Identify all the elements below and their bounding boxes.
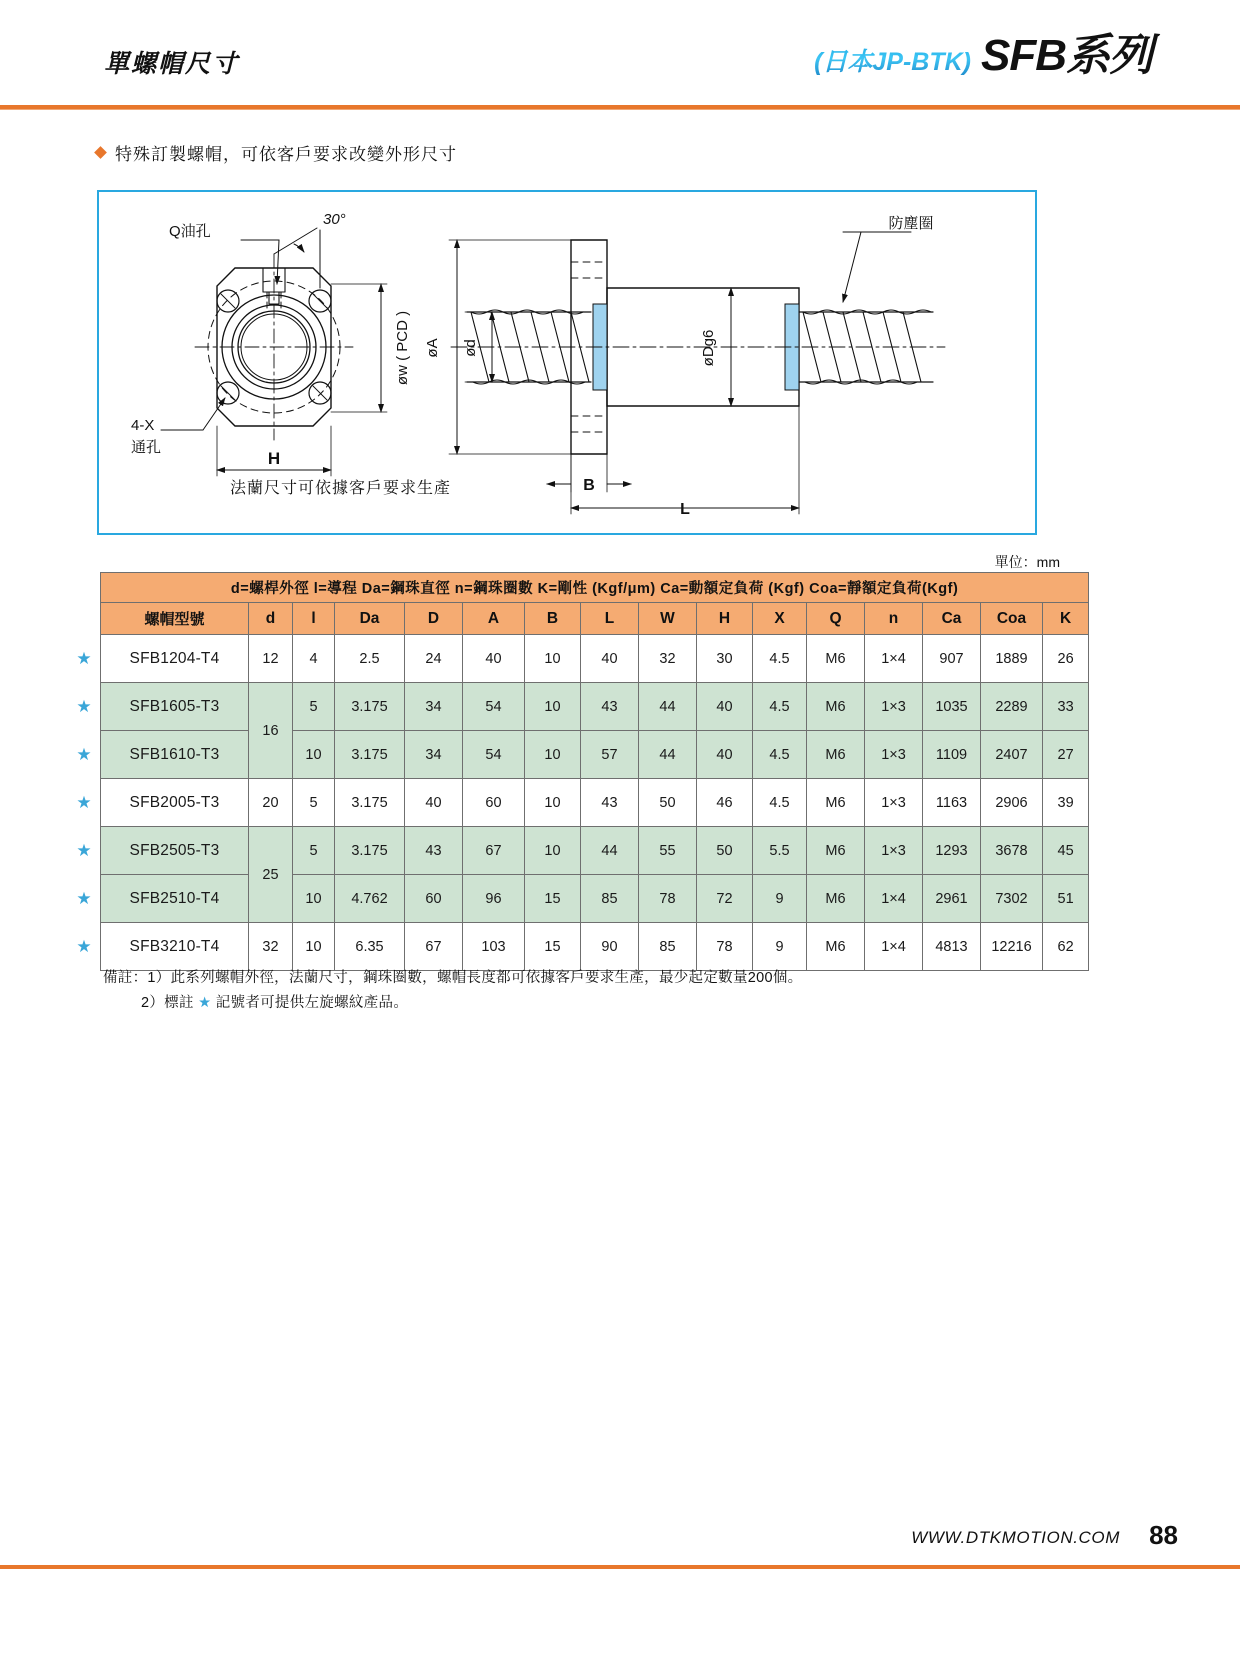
label-4x: 4-X — [131, 417, 155, 434]
cell-D: 67 — [405, 923, 463, 971]
cell-Q: M6 — [807, 827, 865, 875]
cell-Q: M6 — [807, 731, 865, 779]
cell-L: 43 — [581, 779, 639, 827]
diamond-bullet-icon — [94, 146, 107, 159]
left-hand-thread-star-icon: ★ — [76, 696, 92, 716]
cell-X: 9 — [753, 923, 807, 971]
label-pcd: øw ( PCD ) — [394, 310, 411, 386]
cell-Da: 3.175 — [335, 827, 405, 875]
column-header-Coa: Coa — [981, 603, 1043, 635]
cell-W: 32 — [639, 635, 697, 683]
table-row — [101, 779, 1089, 827]
column-header-model: 螺帽型號 — [101, 603, 249, 635]
table-row — [101, 923, 1089, 971]
spec-table-wrapper — [100, 572, 1074, 971]
cell-X: 4.5 — [753, 779, 807, 827]
cell-Da: 4.762 — [335, 875, 405, 923]
cell-K: 27 — [1043, 731, 1089, 779]
header-divider-thin — [0, 109, 1240, 110]
page-number: 88 — [1149, 1520, 1178, 1550]
left-hand-thread-star-icon: ★ — [76, 888, 92, 908]
cell-B: 10 — [525, 827, 581, 875]
cell-l: 10 — [293, 731, 335, 779]
left-hand-thread-star-icon: ★ — [76, 648, 92, 668]
cell-K: 51 — [1043, 875, 1089, 923]
cell-Coa: 1889 — [981, 635, 1043, 683]
column-header-W: W — [639, 603, 697, 635]
cell-B: 15 — [525, 923, 581, 971]
cell-d: 32 — [249, 923, 293, 971]
cell-Ca: 2961 — [923, 875, 981, 923]
cell-l: 5 — [293, 779, 335, 827]
cell-X: 4.5 — [753, 635, 807, 683]
cell-W: 55 — [639, 827, 697, 875]
cell-n: 1×3 — [865, 731, 923, 779]
column-header-l: l — [293, 603, 335, 635]
left-hand-thread-star-icon: ★ — [76, 792, 92, 812]
page-header — [0, 0, 1240, 112]
cell-D: 24 — [405, 635, 463, 683]
cell-Ca: 1163 — [923, 779, 981, 827]
column-header-A: A — [463, 603, 525, 635]
cell-Da: 3.175 — [335, 731, 405, 779]
label-l-dim: L — [680, 501, 690, 518]
table-column-header-row — [101, 603, 1089, 635]
left-hand-thread-star-icon: ★ — [76, 744, 92, 764]
cell-L: 44 — [581, 827, 639, 875]
footer-divider — [0, 1565, 1240, 1569]
cell-l: 10 — [293, 923, 335, 971]
cell-H: 78 — [697, 923, 753, 971]
unit-label: 單位：mm — [994, 554, 1060, 570]
cell-W: 50 — [639, 779, 697, 827]
table-row — [101, 827, 1089, 875]
label-b-dim: B — [583, 477, 595, 494]
cell-Coa: 2906 — [981, 779, 1043, 827]
note-line-2-part-a: 2）標註 — [141, 995, 199, 1012]
cell-H: 40 — [697, 731, 753, 779]
cell-D: 34 — [405, 731, 463, 779]
cell-Q: M6 — [807, 635, 865, 683]
cell-H: 50 — [697, 827, 753, 875]
label-odg6: øDg6 — [700, 329, 717, 367]
cell-D: 43 — [405, 827, 463, 875]
left-hand-thread-star-icon: ★ — [76, 936, 92, 956]
column-header-B: B — [525, 603, 581, 635]
label-through-hole: 通孔 — [131, 439, 162, 456]
cell-L: 40 — [581, 635, 639, 683]
cell-X: 5.5 — [753, 827, 807, 875]
cell-n: 1×4 — [865, 635, 923, 683]
column-header-Da: Da — [335, 603, 405, 635]
cell-Ca: 4813 — [923, 923, 981, 971]
cell-W: 78 — [639, 875, 697, 923]
cell-l: 4 — [293, 635, 335, 683]
cell-Q: M6 — [807, 779, 865, 827]
column-header-n: n — [865, 603, 923, 635]
cell-l: 10 — [293, 875, 335, 923]
cell-A: 96 — [463, 875, 525, 923]
cell-A: 67 — [463, 827, 525, 875]
header-jp-label: (日本JP-BTK) — [814, 42, 971, 78]
table-notes — [103, 966, 802, 1017]
drawing-caption: 法蘭尺寸可依據客戶要求生產 — [230, 480, 452, 497]
cell-L: 57 — [581, 731, 639, 779]
cell-n: 1×4 — [865, 875, 923, 923]
cell-W: 44 — [639, 731, 697, 779]
column-header-K: K — [1043, 603, 1089, 635]
left-hand-thread-star-icon: ★ — [198, 995, 212, 1012]
cell-K: 45 — [1043, 827, 1089, 875]
spec-table — [100, 572, 1089, 971]
cell-d: 16 — [249, 683, 293, 779]
cell-Ca: 1109 — [923, 731, 981, 779]
cell-X: 4.5 — [753, 731, 807, 779]
header-series-label: SFB系列 — [981, 31, 1152, 80]
cell-D: 34 — [405, 683, 463, 731]
cell-H: 72 — [697, 875, 753, 923]
label-dust-seal: 防塵圈 — [888, 215, 934, 232]
note-line-1: 備註：1）此系列螺帽外徑，法蘭尺寸，鋼珠圈數，螺帽長度都可依據客戶要求生產，最少起定數量200個。 — [103, 970, 803, 986]
cell-A: 60 — [463, 779, 525, 827]
cell-X: 4.5 — [753, 683, 807, 731]
cell-Da: 2.5 — [335, 635, 405, 683]
cell-K: 33 — [1043, 683, 1089, 731]
table-legend-text: d=螺桿外徑 l=導程 Da=鋼珠直徑 n=鋼珠圈數 K=剛性 (Kgf/μm) Ca=動額定負荷 (Kgf) Coa=靜額定負荷(Kgf) — [101, 573, 1089, 603]
cell-model: SFB1605-T3 — [101, 683, 249, 731]
cell-Q: M6 — [807, 683, 865, 731]
cell-B: 15 — [525, 875, 581, 923]
label-oa: øA — [424, 338, 441, 358]
cell-A: 54 — [463, 731, 525, 779]
cell-model: SFB3210-T4 — [101, 923, 249, 971]
cell-l: 5 — [293, 683, 335, 731]
cell-model: SFB2510-T4 — [101, 875, 249, 923]
label-od: ød — [462, 339, 479, 357]
column-header-D: D — [405, 603, 463, 635]
cell-K: 62 — [1043, 923, 1089, 971]
cell-Ca: 907 — [923, 635, 981, 683]
cell-L: 43 — [581, 683, 639, 731]
cell-n: 1×3 — [865, 683, 923, 731]
cell-Q: M6 — [807, 875, 865, 923]
cell-Ca: 1293 — [923, 827, 981, 875]
cell-n: 1×3 — [865, 779, 923, 827]
cell-A: 40 — [463, 635, 525, 683]
cell-H: 46 — [697, 779, 753, 827]
cell-K: 39 — [1043, 779, 1089, 827]
label-oil-hole: Q油孔 — [169, 223, 211, 240]
cell-D: 40 — [405, 779, 463, 827]
cell-n: 1×4 — [865, 923, 923, 971]
cell-model: SFB2005-T3 — [101, 779, 249, 827]
column-header-H: H — [697, 603, 753, 635]
cell-D: 60 — [405, 875, 463, 923]
cell-n: 1×3 — [865, 827, 923, 875]
cell-B: 10 — [525, 779, 581, 827]
cell-B: 10 — [525, 635, 581, 683]
custom-nut-note-text: 特殊訂製螺帽，可依客戶要求改變外形尺寸 — [115, 145, 457, 164]
cell-Coa: 2407 — [981, 731, 1043, 779]
cell-W: 85 — [639, 923, 697, 971]
cell-Da: 6.35 — [335, 923, 405, 971]
spec-table-body — [101, 635, 1089, 971]
cell-W: 44 — [639, 683, 697, 731]
cell-H: 30 — [697, 635, 753, 683]
table-row — [101, 683, 1089, 731]
cell-B: 10 — [525, 683, 581, 731]
note-line-2 — [103, 991, 802, 1016]
cell-Da: 3.175 — [335, 779, 405, 827]
cell-model: SFB2505-T3 — [101, 827, 249, 875]
custom-nut-note — [96, 140, 457, 165]
cell-Coa: 2289 — [981, 683, 1043, 731]
note-line-2-part-b: 記號者可提供左旋螺紋產品。 — [211, 995, 409, 1012]
header-brand-group — [814, 31, 1152, 80]
cell-l: 5 — [293, 827, 335, 875]
cell-L: 90 — [581, 923, 639, 971]
cell-A: 54 — [463, 683, 525, 731]
cell-B: 10 — [525, 731, 581, 779]
column-header-X: X — [753, 603, 807, 635]
cell-K: 26 — [1043, 635, 1089, 683]
cell-d: 20 — [249, 779, 293, 827]
page-title: 單螺帽尺寸 — [104, 50, 240, 78]
cell-Coa: 7302 — [981, 875, 1043, 923]
cell-Ca: 1035 — [923, 683, 981, 731]
cell-d: 12 — [249, 635, 293, 683]
cell-A: 103 — [463, 923, 525, 971]
label-angle: 30° — [323, 211, 346, 228]
cell-d: 25 — [249, 827, 293, 923]
cell-H: 40 — [697, 683, 753, 731]
cell-Coa: 12216 — [981, 923, 1043, 971]
cell-Da: 3.175 — [335, 683, 405, 731]
cell-X: 9 — [753, 875, 807, 923]
cell-Coa: 3678 — [981, 827, 1043, 875]
footer-website-url: WWW.DTKMOTION.COM — [911, 1528, 1120, 1547]
column-header-Ca: Ca — [923, 603, 981, 635]
table-row — [101, 635, 1089, 683]
column-header-d: d — [249, 603, 293, 635]
cell-model: SFB1204-T4 — [101, 635, 249, 683]
left-hand-thread-star-icon: ★ — [76, 840, 92, 860]
column-header-Q: Q — [807, 603, 865, 635]
cell-L: 85 — [581, 875, 639, 923]
column-header-L: L — [581, 603, 639, 635]
table-legend-row — [101, 573, 1089, 603]
cell-Q: M6 — [807, 923, 865, 971]
cell-model: SFB1610-T3 — [101, 731, 249, 779]
label-h-dim: H — [267, 449, 281, 468]
